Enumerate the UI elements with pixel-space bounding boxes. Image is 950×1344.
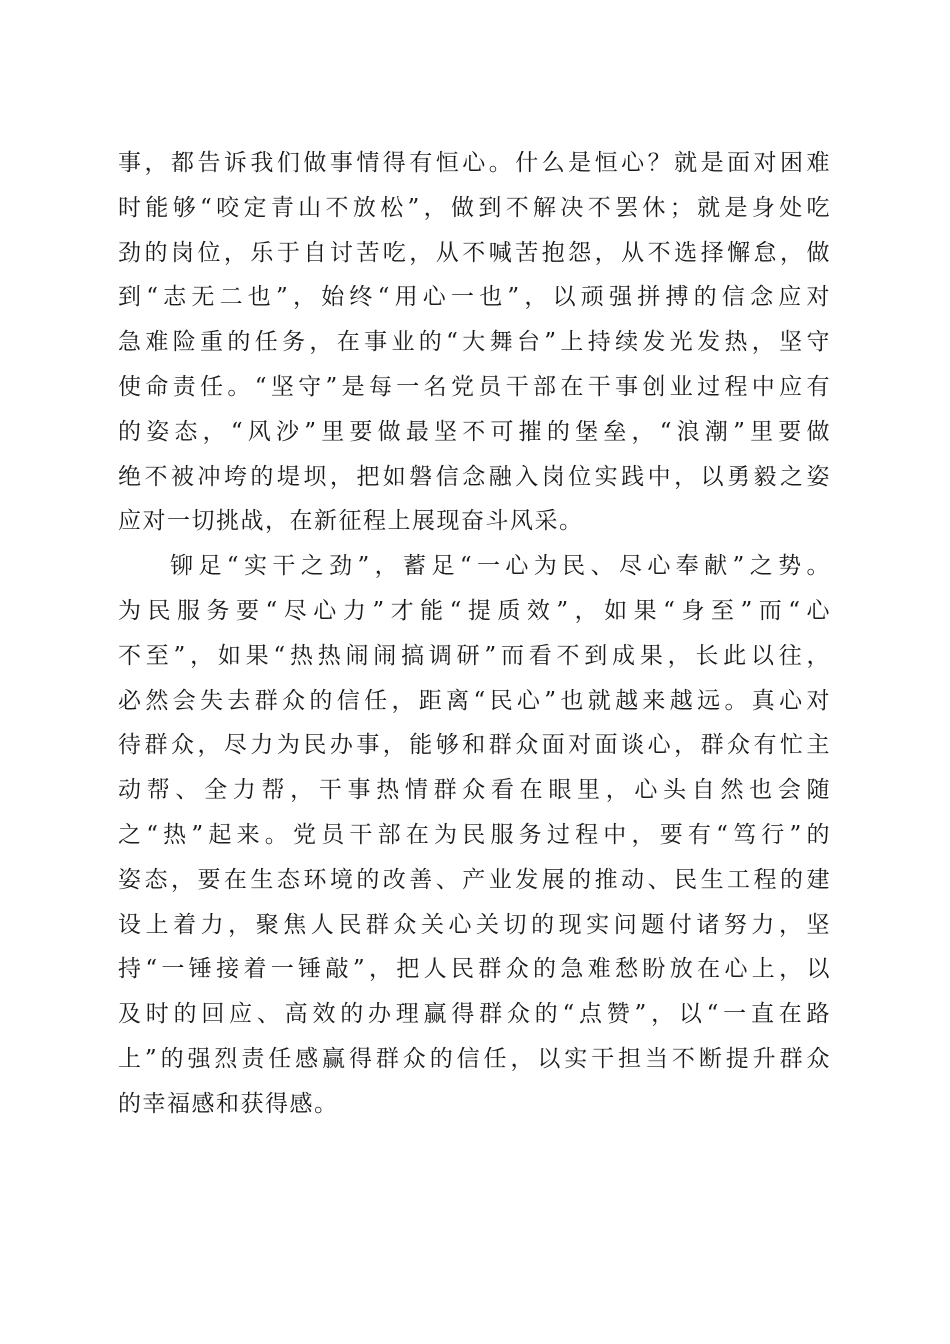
paragraph-line: 设上着力，聚焦人民群众关心关切的现实问题付诸努力，坚 bbox=[118, 911, 831, 938]
paragraph-2 bbox=[118, 544, 831, 1126]
paragraph-line: 使命责任。“坚守”是每一名党员干部在干事创业过程中应有 bbox=[118, 373, 831, 400]
paragraph-line: 铆足“实干之劲”，蓄足“一心为民、尽心奉献”之势。 bbox=[170, 553, 831, 580]
paragraph-line: 上”的强烈责任感赢得群众的信任，以实干担当不断提升群众 bbox=[118, 1045, 831, 1072]
paragraph-line: 为民服务要“尽心力”才能“提质效”，如果“身至”而“心 bbox=[118, 597, 831, 624]
document-body bbox=[118, 141, 831, 1127]
paragraph-line: 劲的岗位，乐于自讨苦吃，从不喊苦抱怨，从不选择懈怠，做 bbox=[118, 239, 831, 266]
paragraph-line: 待群众，尽力为民办事，能够和群众面对面谈心，群众有忙主 bbox=[118, 732, 831, 759]
paragraph-line: 的姿态，“风沙”里要做最坚不可摧的堡垒，“浪潮”里要做 bbox=[118, 418, 831, 445]
paragraph-line: 及时的回应、高效的办理赢得群众的“点赞”，以“一直在路 bbox=[118, 1001, 831, 1028]
paragraph-line: 必然会失去群众的信任，距离“民心”也就越来越远。真心对 bbox=[118, 687, 831, 714]
paragraph-line: 之“热”起来。党员干部在为民服务过程中，要有“笃行”的 bbox=[118, 821, 831, 848]
paragraph-1 bbox=[118, 141, 831, 544]
paragraph-line: 不至”，如果“热热闹闹搞调研”而看不到成果，长此以往， bbox=[118, 642, 831, 669]
paragraph-line: 动帮、全力帮，干事热情群众看在眼里，心头自然也会随 bbox=[118, 777, 831, 804]
paragraph-line: 姿态，要在生态环境的改善、产业发展的推动、民生工程的建 bbox=[118, 866, 831, 893]
paragraph-line: 的幸福感和获得感。 bbox=[118, 1090, 339, 1117]
paragraph-line: 持“一锤接着一锤敲”，把人民群众的急难愁盼放在心上，以 bbox=[118, 956, 831, 983]
paragraph-line: 时能够“咬定青山不放松”，做到不解决不罢休；就是身处吃 bbox=[118, 194, 831, 221]
paragraph-line: 事，都告诉我们做事情得有恒心。什么是恒心？就是面对困难 bbox=[118, 150, 831, 176]
paragraph-line: 应对一切挑战，在新征程上展现奋斗风采。 bbox=[118, 508, 584, 535]
paragraph-line: 绝不被冲垮的堤坝，把如磐信念融入岗位实践中，以勇毅之姿 bbox=[118, 463, 831, 490]
paragraph-line: 到“志无二也”，始终“用心一也”，以顽强拼搏的信念应对 bbox=[118, 284, 831, 311]
paragraph-line: 急难险重的任务，在事业的“大舞台”上持续发光发热，坚守 bbox=[118, 329, 831, 356]
